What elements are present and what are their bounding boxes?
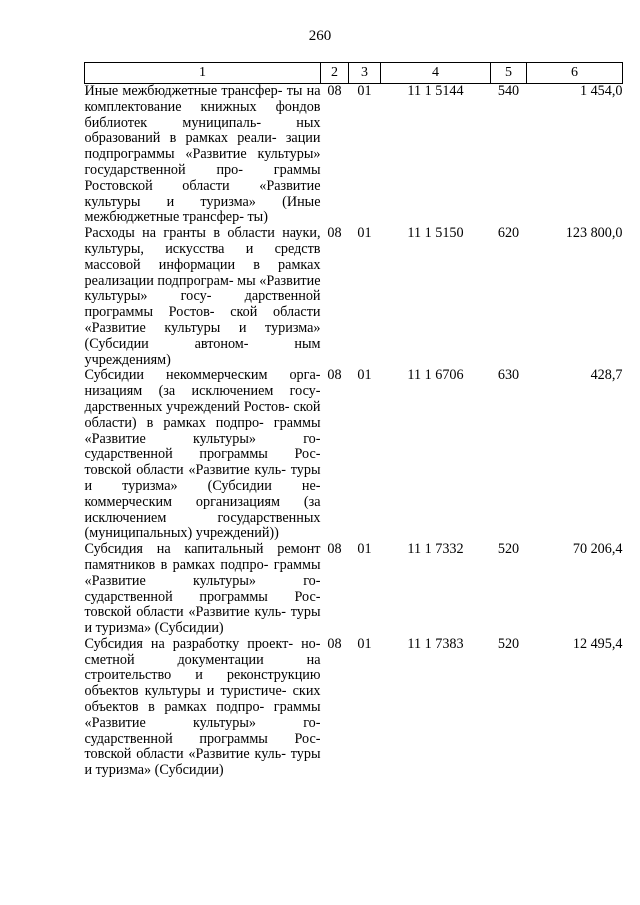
page-number: 260 xyxy=(308,28,332,44)
row-description xyxy=(85,368,321,542)
description-line: граммы «Развитие культуры» го- xyxy=(84,699,321,731)
budget-table xyxy=(84,62,623,779)
row-description xyxy=(85,226,321,368)
description-line: ской области «Развитие культуры xyxy=(84,304,321,336)
description-line: мы «Развитие культуры» госу- xyxy=(84,272,321,305)
row-expense-type: 630 xyxy=(497,367,520,384)
row-expense-type: 620 xyxy=(497,225,520,242)
description-line: Расходы на гранты в области xyxy=(84,225,275,242)
row-amount: 428,7 xyxy=(590,367,623,384)
row-section: 08 xyxy=(327,225,342,242)
row-section: 08 xyxy=(327,635,342,652)
row-subsection: 01 xyxy=(357,541,372,558)
description-line: объектов культуры и туристиче- xyxy=(84,683,287,700)
header-col-5: 5 xyxy=(491,63,527,84)
description-line: граммы «Развитие культуры» го- xyxy=(84,414,321,447)
row-subsection: 01 xyxy=(357,635,372,652)
header-col-1: 1 xyxy=(85,63,321,84)
description-line: граммы Ростовской области xyxy=(84,161,321,194)
description-line: туры и туризма» (Субсидии не- xyxy=(84,462,321,494)
description-line: исключением государственных xyxy=(84,509,321,526)
row-expense-type: 540 xyxy=(497,83,520,99)
table-header-row xyxy=(85,63,623,84)
description-line: культуры» государственной про- xyxy=(84,146,321,178)
row-target-article: 11 1 5150 xyxy=(407,225,464,242)
row-amount: 70 206,4 xyxy=(572,541,623,558)
description-line: Иные межбюджетные трансфер- xyxy=(84,83,283,99)
row-amount: 12 495,4 xyxy=(572,635,623,652)
table-row xyxy=(85,637,623,779)
description-line: Субсидия на разработку проект- xyxy=(84,635,294,652)
description-line: Субсидия на капитальный ремонт xyxy=(84,541,321,558)
description-line: но-сметной документации на xyxy=(84,635,321,668)
header-col-6: 6 xyxy=(527,63,623,84)
description-line: «Развитие культуры и туризма» xyxy=(84,177,321,210)
description-line: зации подпрограммы «Развитие xyxy=(84,130,321,163)
table-row xyxy=(85,542,623,637)
description-line: ских объектов в рамках подпро- xyxy=(84,683,321,716)
table-row xyxy=(85,368,623,542)
header-col-2: 2 xyxy=(321,63,349,84)
table-row xyxy=(85,84,623,227)
description-line: ным учреждениям) xyxy=(84,335,321,368)
row-expense-type: 520 xyxy=(497,635,520,652)
description-line: памятников в рамках подпро- xyxy=(84,556,269,573)
row-subsection: 01 xyxy=(357,83,372,99)
row-target-article: 11 1 6706 xyxy=(407,367,464,384)
row-section: 08 xyxy=(327,83,342,99)
description-line: сударственной программы Рос- xyxy=(84,446,321,463)
description-line: Субсидии некоммерческим орга- xyxy=(84,367,321,384)
header-col-4: 4 xyxy=(381,63,491,84)
description-line: и туризма» (Субсидии автоном- xyxy=(84,319,321,352)
description-line: ных образований в рамках реали- xyxy=(84,114,321,147)
table-body xyxy=(85,84,623,780)
header-col-3: 3 xyxy=(349,63,381,84)
description-line: ской области) в рамках подпро- xyxy=(84,398,321,431)
row-target-article: 11 1 5144 xyxy=(407,83,464,99)
description-line: граммы «Развитие культуры» го- xyxy=(84,556,321,589)
row-description xyxy=(85,637,321,779)
description-line: науки, культуры, искусства и xyxy=(84,225,321,257)
row-section: 08 xyxy=(327,367,342,384)
description-line: товской области «Развитие куль- xyxy=(84,604,286,621)
row-description xyxy=(85,84,321,227)
description-line: товской области «Развитие куль- xyxy=(84,462,286,479)
description-line: коммерческим организациям (за xyxy=(84,493,321,510)
description-line: дарственных учреждений Ростов- xyxy=(84,398,290,415)
description-line: (муниципальных) учреждений)) xyxy=(84,525,279,542)
description-line: фондов библиотек муниципаль- xyxy=(84,98,321,131)
description-line: ты на комплектование книжных xyxy=(84,83,321,115)
description-line: рамках реализации подпрограм- xyxy=(84,256,321,289)
row-subsection: 01 xyxy=(357,225,372,242)
description-line: дарственной программы Ростов- xyxy=(84,288,321,321)
description-line: сударственной программы Рос- xyxy=(84,588,321,605)
row-amount: 1 454,0 xyxy=(579,83,623,99)
description-line: туры и туризма» (Субсидии) xyxy=(84,604,321,637)
table-row xyxy=(85,226,623,368)
row-expense-type: 520 xyxy=(497,541,520,558)
row-target-article: 11 1 7332 xyxy=(407,541,464,558)
row-subsection: 01 xyxy=(357,367,372,384)
description-line: туры и туризма» (Субсидии) xyxy=(84,746,321,779)
row-description xyxy=(85,542,321,637)
row-target-article: 11 1 7383 xyxy=(407,635,464,652)
description-line: сударственной программы Рос- xyxy=(84,730,321,747)
description-line: ты) xyxy=(247,209,268,226)
description-line: строительство и реконструкцию xyxy=(84,667,321,684)
description-line: (Иные межбюджетные трансфер- xyxy=(84,193,321,226)
description-line: товской области «Развитие куль- xyxy=(84,746,286,763)
row-amount: 123 800,0 xyxy=(565,225,623,242)
row-section: 08 xyxy=(327,541,342,558)
description-line: низациям (за исключением госу- xyxy=(84,383,321,400)
description-line: средств массовой информации в xyxy=(84,240,321,273)
